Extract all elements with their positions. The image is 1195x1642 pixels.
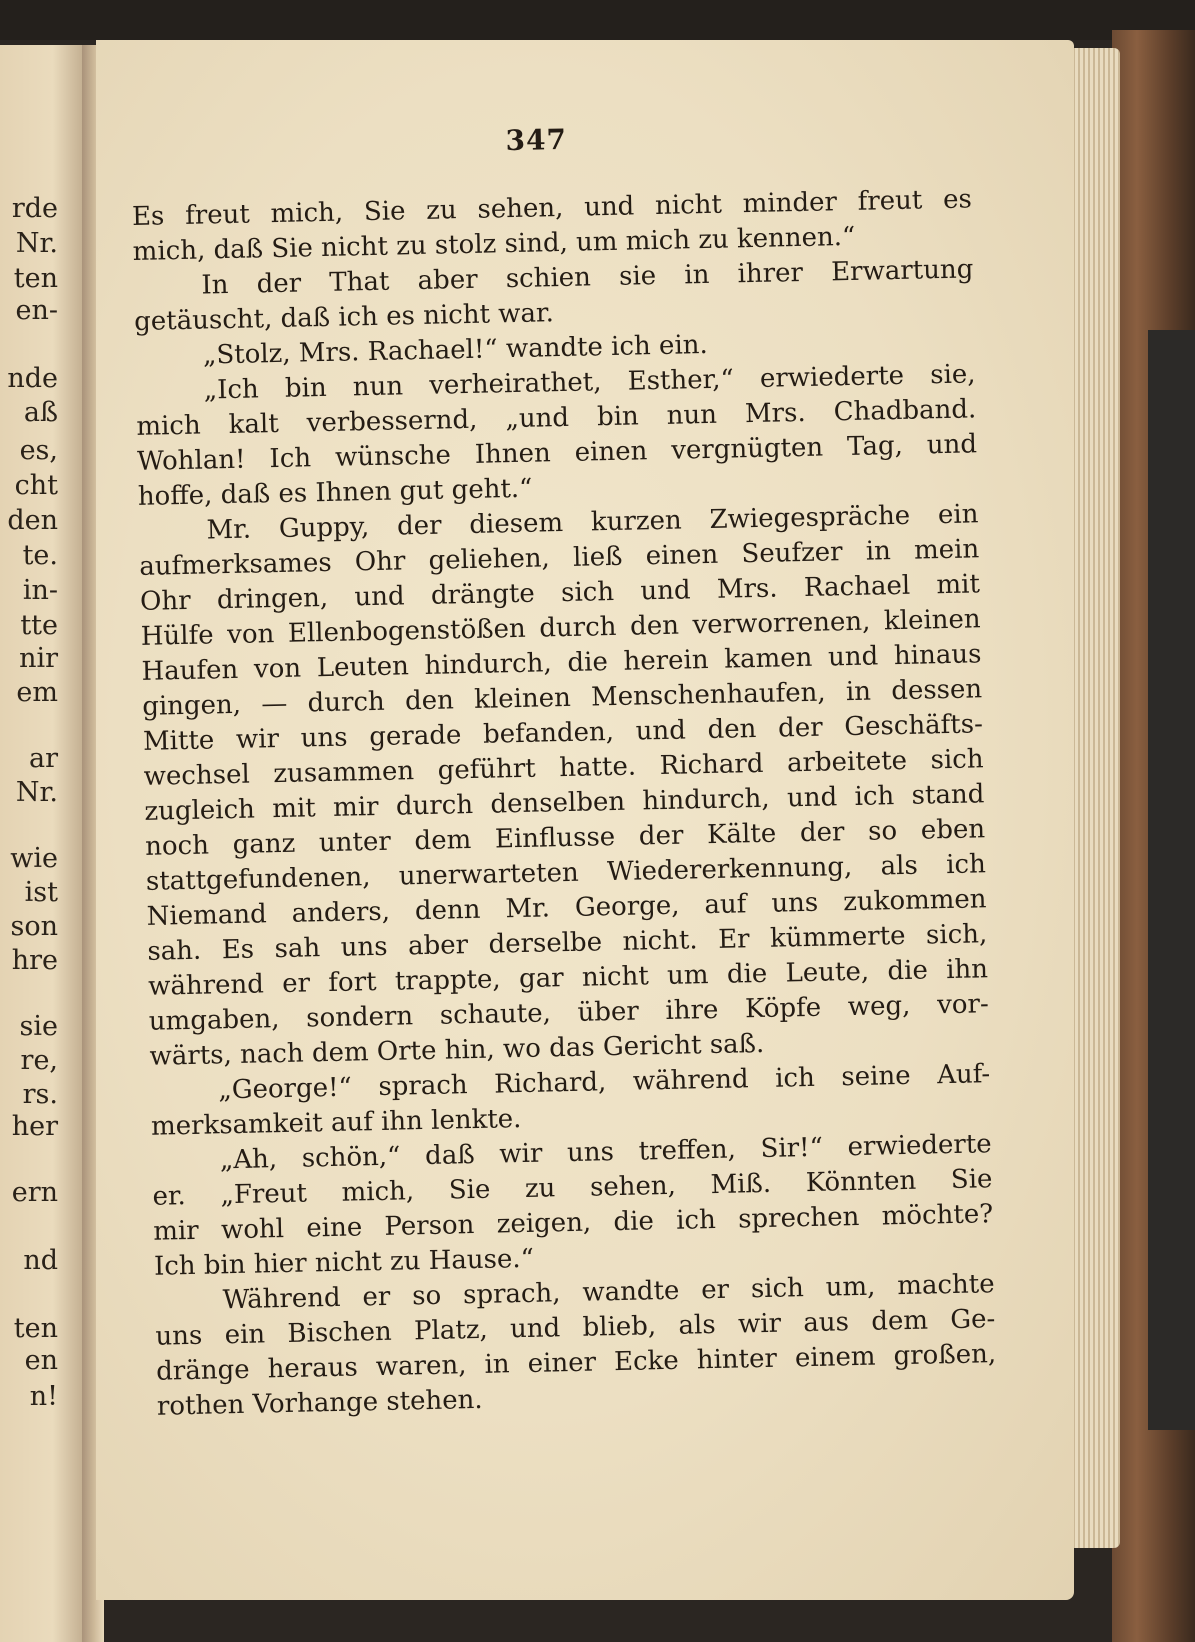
- text-line: er. „Freut mich, Sie zu sehen, Miß. Könnten Sie: [152, 1164, 993, 1212]
- left-page-fragment: aß: [23, 397, 58, 428]
- text-line: Hülfe von Ellenbogenstößen durch den verworrenen, kleinen: [140, 604, 981, 652]
- text-line: Niemand anders, denn Mr. George, auf uns zukommen: [146, 884, 987, 932]
- left-page-fragment: n!: [29, 1381, 58, 1412]
- page-number: 347: [505, 122, 568, 158]
- body-text: [132, 182, 997, 1424]
- left-page-fragment: en-: [15, 295, 58, 326]
- left-page-fragment: nd: [23, 1245, 58, 1276]
- left-page-fragment: nde: [7, 363, 58, 394]
- text-line: „George!“ sprach Richard, während ich seine Auf-: [218, 1059, 991, 1106]
- text-line: rothen Vorhange stehen.: [156, 1384, 483, 1422]
- left-page-fragment: den: [7, 505, 58, 536]
- left-page-fragment: ten: [13, 1313, 58, 1344]
- text-line: wärts, nach dem Orte hin, wo das Gericht saß.: [149, 1028, 765, 1072]
- left-page-fragment: ten: [13, 263, 58, 294]
- left-page-fragment: Nr.: [15, 228, 58, 259]
- text-line: gingen, — durch den kleinen Menschenhaufen, in dessen: [141, 674, 983, 722]
- book-cover-top: [0, 0, 1195, 40]
- text-line: mich kalt verbessernd, „und bin nun Mrs. Chadband.: [136, 394, 977, 442]
- text-line: merksamkeit auf ihn lenkte.: [150, 1104, 522, 1142]
- text-line: „Stolz, Mrs. Rachael!“ wandte ich ein.: [202, 329, 709, 371]
- left-page-fragment: in-: [22, 575, 58, 606]
- text-line: während er fort trappte, gar nicht um die Leute, die ihn: [147, 954, 989, 1002]
- book-cover-right: [1112, 30, 1195, 1642]
- text-line: Es freut mich, Sie zu sehen, und nicht minder freut es: [131, 184, 973, 232]
- left-page-fragment: rs.: [22, 1079, 58, 1110]
- left-page-fragment: rde: [11, 193, 58, 224]
- left-page-fragment: her: [11, 1111, 58, 1142]
- left-page-fragment: tte: [20, 610, 58, 641]
- text-line: „Ich bin nun verheirathet, Esther,“ erwiederte sie,: [203, 359, 976, 406]
- text-line: Haufen von Leuten hindurch, die herein kamen und hinaus: [141, 639, 982, 687]
- text-line: hoffe, daß es Ihnen gut geht.“: [137, 473, 533, 512]
- text-line: Mr. Guppy, der diesem kurzen Zwiegespräche ein: [206, 499, 979, 546]
- text-line: Mitte wir uns gerade befanden, und den der Geschäfts-: [142, 709, 984, 757]
- left-page-fragment: ist: [24, 877, 58, 908]
- text-line: noch ganz unter dem Einflusse der Kälte der so eben: [144, 814, 986, 862]
- left-page-fragment: son: [10, 911, 58, 942]
- text-line: dränge heraus waren, in einer Ecke hinter einem großen,: [155, 1339, 997, 1387]
- text-line: Während er so sprach, wandte er sich um, machte: [222, 1269, 995, 1316]
- text-line: getäuscht, daß ich es nicht war.: [133, 298, 555, 337]
- left-page-fragment: Nr.: [15, 777, 58, 808]
- text-line: In der That aber schien sie in ihrer Erwartung: [201, 254, 974, 301]
- left-page-fragment: ar: [28, 743, 58, 774]
- text-line: Wohlan! Ich wünsche Ihnen einen vergnügten Tag, und: [136, 429, 978, 477]
- left-page-fragment: ern: [11, 1177, 58, 1208]
- text-line: mich, daß Sie nicht zu stolz sind, um mich zu kennen.“: [132, 221, 856, 267]
- text-line: sah. Es sah uns aber derselbe nicht. Er kümmerte sich,: [147, 919, 988, 967]
- text-line: umgaben, sondern schaute, über ihre Köpfe weg, vor-: [148, 989, 990, 1037]
- left-page-fragment: wie: [10, 843, 58, 874]
- text-line: Ohr dringen, und drängte sich und Mrs. Rachael mit: [139, 569, 981, 617]
- text-line: Ich bin hier nicht zu Hause.“: [153, 1243, 535, 1282]
- text-line: zugleich mit mir durch denselben hindurch, und ich stand: [144, 779, 985, 827]
- left-page-fragment: em: [16, 677, 58, 708]
- left-page-fragment: en: [24, 1345, 58, 1376]
- text-line: wechsel zusammen geführt hatte. Richard arbeitete sich: [143, 744, 984, 792]
- left-page: [0, 45, 88, 1642]
- left-page-fragment: nir: [19, 643, 58, 674]
- cover-cloth-panel: [1148, 330, 1195, 1430]
- left-page-fragment: re,: [20, 1045, 58, 1076]
- text-line: aufmerksames Ohr geliehen, ließ einen Seufzer in mein: [139, 534, 980, 582]
- left-page-fragment: cht: [14, 470, 58, 501]
- left-page-fragment: te.: [22, 540, 58, 571]
- text-line: uns ein Bischen Platz, und blieb, als wir aus dem Ge-: [155, 1304, 996, 1352]
- left-page-fragment: sie: [19, 1011, 58, 1042]
- text-line: „Ah, schön,“ daß wir uns treffen, Sir!“ erwiederte: [219, 1129, 992, 1176]
- text-line: mir wohl eine Person zeigen, die ich sprechen möchte?: [152, 1199, 994, 1247]
- text-line: stattgefundenen, unerwarteten Wiedererkennung, als ich: [145, 849, 987, 897]
- left-page-fragment: es,: [19, 435, 58, 466]
- left-page-fragment: hre: [11, 945, 58, 976]
